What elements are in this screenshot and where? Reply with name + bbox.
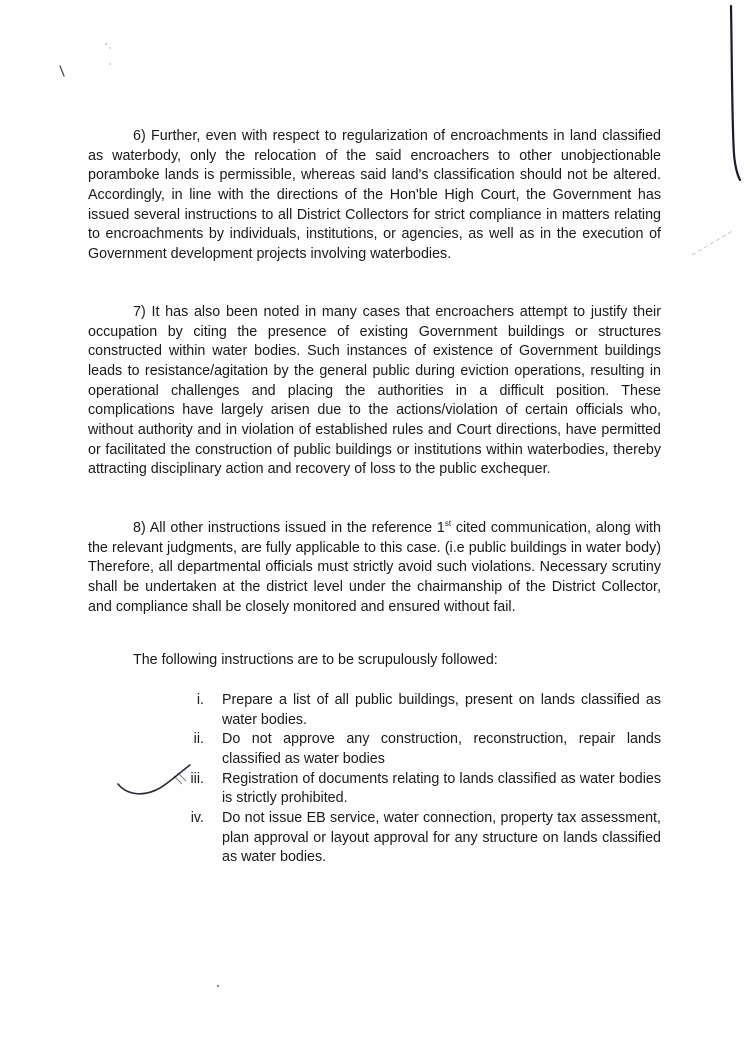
paragraph-number: 8) bbox=[133, 520, 146, 536]
ordinal-superscript: st bbox=[444, 519, 452, 528]
paragraph-text: It has also been noted in many cases that encroachers attempt to justify their occupation by citing the presence of existing Government buildings or structures constructed within water bodies. Such instances of existence of Government buildings leads to resistance/agitation by the general public during eviction operations, resulting in operational challenges and placing the authorities in a difficult position. These complications have largely arisen due to the actions/violation of certain officials who, without authority and in violation of established rules and Court directions, have permitted or facilitated the construction of public buildings or institutions within waterbodies, thereby attracting disciplinary action and recovery of loss to the public exchequer. bbox=[88, 304, 661, 478]
list-item bbox=[150, 809, 661, 868]
instructions-list bbox=[150, 691, 661, 868]
margin-pen-line-icon bbox=[728, 4, 748, 184]
paragraph-number: 6) bbox=[133, 128, 146, 144]
list-numeral: ii. bbox=[193, 731, 204, 748]
instructions-lead-in: The following instructions are to be scrupulously followed: bbox=[133, 652, 498, 668]
list-item bbox=[150, 691, 661, 730]
paragraph-6 bbox=[88, 127, 661, 265]
paragraph-text-cont: cited communication, along with the relevant judgments, are fully applicable to this case. (i.e public buildings in water body) Therefore, all departmental officials must strictly avoid such violations. Necessary scrutiny shall be undertaken at the district level under the chairmanship of the District Collector, and compliance shall be closely monitored and ensured without fail. bbox=[88, 520, 661, 615]
scan-dot-icon bbox=[215, 983, 221, 989]
scan-speck-icon bbox=[20, 30, 120, 90]
paragraph-text: Further, even with respect to regularization of encroachments in land classified as waterbody, only the relocation of the said encroachers to other unobjectionable poramboke lands is permissible, whereas said land's classification should not be altered. Accordingly, in line with the directions of the Hon'ble High Court, the Government has issued several instructions to all District Collectors for strict compliance in matters relating to encroachments by individuals, institutions, or agencies, as well as in the execution of Government development projects involving waterbodies. bbox=[88, 128, 661, 262]
paragraph-7 bbox=[88, 303, 661, 480]
list-item-text: Prepare a list of all public buildings, present on lands classified as water bodies. bbox=[222, 692, 661, 728]
paragraph-8 bbox=[88, 519, 661, 617]
list-item bbox=[150, 770, 661, 809]
faint-scan-mark-icon bbox=[688, 210, 738, 260]
list-numeral: i. bbox=[196, 692, 204, 708]
list-item-text: Do not issue EB service, water connection, property tax assessment, plan approval or layout approval for any structure on lands classified as water bodies. bbox=[222, 809, 661, 866]
list-item-text: Do not approve any construction, reconstruction, repair lands classified as water bodies bbox=[222, 731, 661, 767]
list-item bbox=[150, 730, 661, 769]
paragraph-number: 7) bbox=[133, 304, 146, 320]
list-numeral: iv. bbox=[190, 809, 204, 826]
list-numeral: iii. bbox=[190, 770, 204, 787]
paragraph-text: All other instructions issued in the reference 1 bbox=[149, 520, 445, 536]
list-item-text: Registration of documents relating to lands classified as water bodies is strictly prohibited. bbox=[222, 770, 661, 807]
